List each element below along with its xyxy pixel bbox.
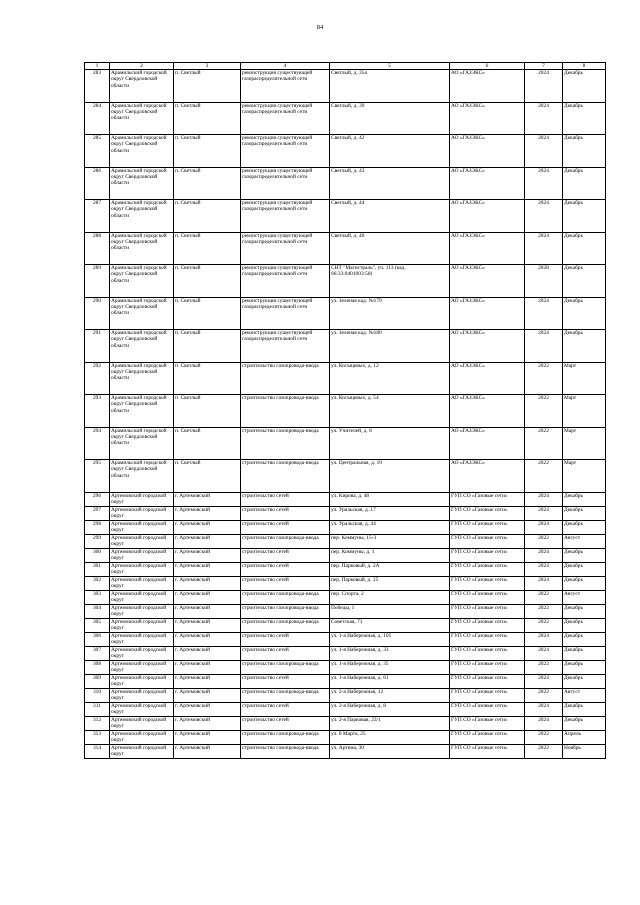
- table-row: [85, 688, 606, 702]
- row-number-cell: 285: [85, 135, 110, 168]
- row-number-cell: 300: [85, 548, 110, 562]
- work-type-cell: строительство сетей: [241, 674, 330, 688]
- municipality-cell: Артемовский городской округ: [110, 632, 174, 646]
- month-cell: Декабрь: [563, 576, 606, 590]
- year-cell: 2024: [525, 716, 563, 730]
- work-type-cell: строительство сетей: [241, 506, 330, 520]
- month-cell: Декабрь: [563, 660, 606, 674]
- organization-cell: АО «ГАЗЭКС»: [450, 330, 525, 363]
- row-number-cell: 291: [85, 330, 110, 363]
- address-cell: ул. 1-я Набережная, д. 61: [330, 674, 450, 688]
- municipality-cell: Артемовский городской округ: [110, 688, 174, 702]
- month-cell: Август: [563, 534, 606, 548]
- municipality-cell: Артемовский городской округ: [110, 492, 174, 506]
- municipality-cell: Арамильский городской округ Свердловской области: [110, 460, 174, 493]
- municipality-cell: Арамильский городской округ Свердловской области: [110, 102, 174, 135]
- organization-cell: АО «ГАЗЭКС»: [450, 297, 525, 330]
- work-type-cell: строительство сетей: [241, 716, 330, 730]
- municipality-cell: Арамильский городской округ Свердловской области: [110, 427, 174, 460]
- work-type-cell: реконструкция существующей газораспределительной сети: [241, 200, 330, 233]
- work-type-cell: строительство сетей: [241, 548, 330, 562]
- month-cell: Апрель: [563, 730, 606, 744]
- month-cell: Декабрь: [563, 702, 606, 716]
- locality-cell: г. Артемовский: [174, 730, 241, 744]
- municipality-cell: Артемовский городской округ: [110, 506, 174, 520]
- month-cell: Август: [563, 590, 606, 604]
- locality-cell: г. Артемовский: [174, 590, 241, 604]
- address-cell: ул. 2-я Набережная, 12: [330, 688, 450, 702]
- work-type-cell: строительство сетей: [241, 520, 330, 534]
- row-number-cell: 286: [85, 167, 110, 200]
- month-cell: Декабрь: [563, 520, 606, 534]
- row-number-cell: 302: [85, 576, 110, 590]
- month-cell: Декабрь: [563, 297, 606, 330]
- header-cell: 6: [450, 63, 525, 70]
- municipality-cell: Арамильский городской округ Свердловской области: [110, 167, 174, 200]
- locality-cell: п. Светлый: [174, 135, 241, 168]
- year-cell: 2024: [525, 702, 563, 716]
- table-row: [85, 70, 606, 103]
- organization-cell: ГУП СО «Газовые сети»: [450, 506, 525, 520]
- municipality-cell: Артемовский городской округ: [110, 702, 174, 716]
- address-cell: ул. Учителей, д. 8: [330, 427, 450, 460]
- address-cell: Светлый, д. 42: [330, 135, 450, 168]
- table-row: [85, 716, 606, 730]
- month-cell: Декабрь: [563, 330, 606, 363]
- organization-cell: АО «ГАЗЭКС»: [450, 70, 525, 103]
- organization-cell: ГУП СО «Газовые сети»: [450, 590, 525, 604]
- address-cell: пер. Коммуны, 15-3: [330, 534, 450, 548]
- year-cell: 2022: [525, 618, 563, 632]
- work-type-cell: строительство газопровода-ввода: [241, 744, 330, 758]
- municipality-cell: Артемовский городской округ: [110, 618, 174, 632]
- organization-cell: ГУП СО «Газовые сети»: [450, 548, 525, 562]
- header-cell: 7: [525, 63, 563, 70]
- municipality-cell: Артемовский городской округ: [110, 562, 174, 576]
- organization-cell: АО «ГАЗЭКС»: [450, 167, 525, 200]
- row-number-cell: 301: [85, 562, 110, 576]
- table-row: [85, 492, 606, 506]
- work-type-cell: строительство газопровода-ввода: [241, 660, 330, 674]
- work-type-cell: строительство сетей: [241, 702, 330, 716]
- municipality-cell: Арамильский городской округ Свердловской области: [110, 297, 174, 330]
- table-row: [85, 744, 606, 758]
- page-number: 84: [316, 24, 324, 31]
- work-type-cell: реконструкция существующей газораспределительной сети: [241, 265, 330, 298]
- month-cell: Декабрь: [563, 618, 606, 632]
- row-number-cell: 310: [85, 688, 110, 702]
- row-number-cell: 307: [85, 646, 110, 660]
- year-cell: 2022: [525, 730, 563, 744]
- row-number-cell: 309: [85, 674, 110, 688]
- table-row: [85, 395, 606, 428]
- municipality-cell: Арамильский городской округ Свердловской области: [110, 265, 174, 298]
- row-number-cell: 303: [85, 590, 110, 604]
- municipality-cell: Артемовский городской округ: [110, 646, 174, 660]
- organization-cell: ГУП СО «Газовые сети»: [450, 660, 525, 674]
- organization-cell: ГУП СО «Газовые сети»: [450, 562, 525, 576]
- address-cell: ул. 8 Марта, 25: [330, 730, 450, 744]
- locality-cell: г. Артемовский: [174, 534, 241, 548]
- organization-cell: АО «ГАЗЭКС»: [450, 460, 525, 493]
- work-type-cell: реконструкция существующей газораспределительной сети: [241, 297, 330, 330]
- table-row: [85, 520, 606, 534]
- work-type-cell: строительство сетей: [241, 576, 330, 590]
- row-number-cell: 296: [85, 492, 110, 506]
- month-cell: Декабрь: [563, 135, 606, 168]
- work-type-cell: строительство сетей: [241, 632, 330, 646]
- row-number-cell: 304: [85, 604, 110, 618]
- municipality-cell: Артемовский городской округ: [110, 604, 174, 618]
- address-cell: ул. 1-я Набережная, д. 105: [330, 632, 450, 646]
- month-cell: Декабрь: [563, 646, 606, 660]
- table-row: [85, 362, 606, 395]
- locality-cell: п. Светлый: [174, 330, 241, 363]
- address-cell: ул. 2-я Парковая, 23/1: [330, 716, 450, 730]
- row-number-cell: 293: [85, 395, 110, 428]
- address-cell: ул. Кирова, д. 48: [330, 492, 450, 506]
- year-cell: 2022: [525, 604, 563, 618]
- municipality-cell: Арамильский городской округ Свердловской области: [110, 70, 174, 103]
- month-cell: Декабрь: [563, 716, 606, 730]
- municipality-cell: Артемовский городской округ: [110, 730, 174, 744]
- table-row: [85, 427, 606, 460]
- locality-cell: п. Светлый: [174, 362, 241, 395]
- work-type-cell: строительство газопровода-ввода: [241, 590, 330, 604]
- year-cell: 2022: [525, 427, 563, 460]
- organization-cell: ГУП СО «Газовые сети»: [450, 646, 525, 660]
- address-cell: пер. Парковый, д. 25: [330, 576, 450, 590]
- month-cell: Декабрь: [563, 102, 606, 135]
- work-type-cell: строительство газопровода-ввода: [241, 618, 330, 632]
- table-row: [85, 135, 606, 168]
- month-cell: Декабрь: [563, 632, 606, 646]
- month-cell: Март: [563, 395, 606, 428]
- municipality-cell: Артемовский городской округ: [110, 534, 174, 548]
- table-row: [85, 730, 606, 744]
- year-cell: 2024: [525, 135, 563, 168]
- table-row: [85, 548, 606, 562]
- year-cell: 2024: [525, 548, 563, 562]
- locality-cell: п. Светлый: [174, 427, 241, 460]
- address-cell: пер. Парковый, д. 2А: [330, 562, 450, 576]
- row-number-cell: 314: [85, 744, 110, 758]
- row-number-cell: 284: [85, 102, 110, 135]
- row-number-cell: 305: [85, 618, 110, 632]
- table-row: [85, 330, 606, 363]
- row-number-cell: 290: [85, 297, 110, 330]
- address-cell: ул. 2-я Набережная, д. 8: [330, 702, 450, 716]
- work-type-cell: реконструкция существующей газораспределительной сети: [241, 70, 330, 103]
- year-cell: 2022: [525, 660, 563, 674]
- year-cell: 2024: [525, 330, 563, 363]
- locality-cell: г. Артемовский: [174, 520, 241, 534]
- organization-cell: ГУП СО «Газовые сети»: [450, 618, 525, 632]
- work-type-cell: строительство газопровода-ввода: [241, 395, 330, 428]
- organization-cell: ГУП СО «Газовые сети»: [450, 688, 525, 702]
- address-cell: Советская, 71: [330, 618, 450, 632]
- locality-cell: г. Артемовский: [174, 548, 241, 562]
- municipality-cell: Арамильский городской округ Свердловской области: [110, 135, 174, 168]
- address-cell: СНТ "Магистраль", уч. 113 (кад. 66:33:0401003:58): [330, 265, 450, 298]
- month-cell: Декабрь: [563, 548, 606, 562]
- locality-cell: г. Артемовский: [174, 506, 241, 520]
- locality-cell: г. Артемовский: [174, 562, 241, 576]
- row-number-cell: 306: [85, 632, 110, 646]
- work-type-cell: строительство газопровода-ввода: [241, 362, 330, 395]
- year-cell: 2024: [525, 200, 563, 233]
- municipality-cell: Арамильский городской округ Свердловской области: [110, 232, 174, 265]
- year-cell: 2024: [525, 506, 563, 520]
- locality-cell: г. Артемовский: [174, 688, 241, 702]
- row-number-cell: 295: [85, 460, 110, 493]
- work-type-cell: строительство газопровода-ввода: [241, 460, 330, 493]
- municipality-cell: Арамильский городской округ Свердловской области: [110, 330, 174, 363]
- year-cell: 2024: [525, 562, 563, 576]
- month-cell: Август: [563, 688, 606, 702]
- work-type-cell: реконструкция существующей газораспределительной сети: [241, 167, 330, 200]
- municipality-cell: Арамильский городской округ Свердловской области: [110, 395, 174, 428]
- organization-cell: ГУП СО «Газовые сети»: [450, 492, 525, 506]
- work-type-cell: строительство сетей: [241, 646, 330, 660]
- organization-cell: ГУП СО «Газовые сети»: [450, 520, 525, 534]
- address-cell: ул. 1-я Набережная, д. 33: [330, 646, 450, 660]
- month-cell: Декабрь: [563, 506, 606, 520]
- address-cell: ул. Уральская, д. 44: [330, 520, 450, 534]
- locality-cell: г. Артемовский: [174, 702, 241, 716]
- organization-cell: ГУП СО «Газовые сети»: [450, 716, 525, 730]
- organization-cell: ГУП СО «Газовые сети»: [450, 674, 525, 688]
- organization-cell: АО «ГАЗЭКС»: [450, 362, 525, 395]
- locality-cell: п. Светлый: [174, 200, 241, 233]
- row-number-cell: 287: [85, 200, 110, 233]
- organization-cell: АО «ГАЗЭКС»: [450, 102, 525, 135]
- year-cell: 2024: [525, 520, 563, 534]
- locality-cell: г. Артемовский: [174, 492, 241, 506]
- month-cell: Декабрь: [563, 167, 606, 200]
- organization-cell: ГУП СО «Газовые сети»: [450, 604, 525, 618]
- work-type-cell: строительство газопровода-ввода: [241, 688, 330, 702]
- table-row: [85, 646, 606, 660]
- table-row: [85, 604, 606, 618]
- row-number-cell: 294: [85, 427, 110, 460]
- locality-cell: п. Светлый: [174, 232, 241, 265]
- row-number-cell: 283: [85, 70, 110, 103]
- row-number-cell: 312: [85, 716, 110, 730]
- month-cell: Декабрь: [563, 674, 606, 688]
- locality-cell: г. Артемовский: [174, 674, 241, 688]
- row-number-cell: 289: [85, 265, 110, 298]
- table-row: [85, 576, 606, 590]
- organization-cell: АО «ГАЗЭКС»: [450, 427, 525, 460]
- locality-cell: г. Артемовский: [174, 744, 241, 758]
- table-row: [85, 660, 606, 674]
- organization-cell: ГУП СО «Газовые сети»: [450, 632, 525, 646]
- table-row: [85, 632, 606, 646]
- locality-cell: п. Светлый: [174, 460, 241, 493]
- year-cell: 2024: [525, 232, 563, 265]
- work-type-cell: реконструкция существующей газораспределительной сети: [241, 135, 330, 168]
- address-cell: Победы, 1: [330, 604, 450, 618]
- organization-cell: ГУП СО «Газовые сети»: [450, 702, 525, 716]
- locality-cell: г. Артемовский: [174, 716, 241, 730]
- address-cell: ул. Косыцевых, д. 12: [330, 362, 450, 395]
- year-cell: 2024: [525, 492, 563, 506]
- month-cell: Март: [563, 460, 606, 493]
- work-type-cell: строительство газопровода-ввода: [241, 730, 330, 744]
- address-cell: ул. Зеленая кад. №179: [330, 297, 450, 330]
- year-cell: 2022: [525, 744, 563, 758]
- address-cell: ул. Центральная, д. 19: [330, 460, 450, 493]
- row-number-cell: 292: [85, 362, 110, 395]
- municipality-cell: Арамильский городской округ Свердловской области: [110, 362, 174, 395]
- header-cell: 3: [174, 63, 241, 70]
- month-cell: Декабрь: [563, 562, 606, 576]
- year-cell: 2024: [525, 70, 563, 103]
- address-cell: пер. Коммуны, д. 1: [330, 548, 450, 562]
- organization-cell: АО «ГАЗЭКС»: [450, 265, 525, 298]
- address-cell: Светлый, д. 39: [330, 102, 450, 135]
- work-type-cell: строительство газопровода-ввода: [241, 534, 330, 548]
- table-row: [85, 200, 606, 233]
- table-row: [85, 167, 606, 200]
- row-number-cell: 299: [85, 534, 110, 548]
- year-cell: 2022: [525, 688, 563, 702]
- organization-cell: ГУП СО «Газовые сети»: [450, 744, 525, 758]
- row-number-cell: 297: [85, 506, 110, 520]
- row-number-cell: 313: [85, 730, 110, 744]
- year-cell: 2024: [525, 632, 563, 646]
- header-cell: 8: [563, 63, 606, 70]
- municipality-cell: Артемовский городской округ: [110, 548, 174, 562]
- municipality-cell: Артемовский городской округ: [110, 576, 174, 590]
- row-number-cell: 311: [85, 702, 110, 716]
- locality-cell: п. Светлый: [174, 70, 241, 103]
- table-row: [85, 460, 606, 493]
- address-cell: ул. Косыцевых, д. 54: [330, 395, 450, 428]
- table-row: [85, 297, 606, 330]
- table-row: [85, 506, 606, 520]
- year-cell: 2022: [525, 534, 563, 548]
- month-cell: Декабрь: [563, 604, 606, 618]
- organization-cell: ГУП СО «Газовые сети»: [450, 730, 525, 744]
- address-cell: Светлый, д. 44: [330, 200, 450, 233]
- municipality-cell: Артемовский городской округ: [110, 520, 174, 534]
- header-cell: 2: [110, 63, 174, 70]
- year-cell: 2022: [525, 362, 563, 395]
- address-cell: пер. Спорта, 2: [330, 590, 450, 604]
- organization-cell: АО «ГАЗЭКС»: [450, 135, 525, 168]
- year-cell: 2024: [525, 102, 563, 135]
- month-cell: Декабрь: [563, 200, 606, 233]
- locality-cell: г. Артемовский: [174, 576, 241, 590]
- table-row: [85, 702, 606, 716]
- organization-cell: ГУП СО «Газовые сети»: [450, 534, 525, 548]
- work-type-cell: реконструкция существующей газораспределительной сети: [241, 232, 330, 265]
- year-cell: 2024: [525, 297, 563, 330]
- row-number-cell: 308: [85, 660, 110, 674]
- locality-cell: п. Светлый: [174, 395, 241, 428]
- organization-cell: ГУП СО «Газовые сети»: [450, 576, 525, 590]
- header-cell: 4: [241, 63, 330, 70]
- table-row: [85, 265, 606, 298]
- locality-cell: п. Светлый: [174, 265, 241, 298]
- year-cell: 2024: [525, 167, 563, 200]
- row-number-cell: 288: [85, 232, 110, 265]
- locality-cell: п. Светлый: [174, 167, 241, 200]
- header-cell: 5: [330, 63, 450, 70]
- municipality-cell: Артемовский городской округ: [110, 716, 174, 730]
- locality-cell: г. Артемовский: [174, 618, 241, 632]
- month-cell: Декабрь: [563, 232, 606, 265]
- year-cell: 2022: [525, 395, 563, 428]
- address-cell: Светлый, д. 43: [330, 167, 450, 200]
- municipality-cell: Артемовский городской округ: [110, 590, 174, 604]
- address-cell: Светлый, д. 46: [330, 232, 450, 265]
- month-cell: Ноябрь: [563, 744, 606, 758]
- month-cell: Март: [563, 427, 606, 460]
- table-row: [85, 102, 606, 135]
- work-type-cell: реконструкция существующей газораспределительной сети: [241, 102, 330, 135]
- municipality-cell: Артемовский городской округ: [110, 744, 174, 758]
- work-type-cell: строительство газопровода-ввода: [241, 604, 330, 618]
- locality-cell: п. Светлый: [174, 297, 241, 330]
- table-row: [85, 562, 606, 576]
- municipality-cell: Артемовский городской округ: [110, 674, 174, 688]
- work-type-cell: реконструкция существующей газораспределительной сети: [241, 330, 330, 363]
- address-cell: ул. Уральская, д. 17: [330, 506, 450, 520]
- row-number-cell: 298: [85, 520, 110, 534]
- month-cell: Март: [563, 362, 606, 395]
- work-type-cell: строительство газопровода-ввода: [241, 427, 330, 460]
- municipality-cell: Артемовский городской округ: [110, 660, 174, 674]
- address-cell: ул. 1-я Набережная, д. 35: [330, 660, 450, 674]
- organization-cell: АО «ГАЗЭКС»: [450, 232, 525, 265]
- work-type-cell: строительство сетей: [241, 492, 330, 506]
- year-cell: 2022: [525, 460, 563, 493]
- locality-cell: г. Артемовский: [174, 660, 241, 674]
- address-cell: Светлый, д. 35а: [330, 70, 450, 103]
- municipality-cell: Арамильский городской округ Свердловской области: [110, 200, 174, 233]
- registry-table: [84, 62, 606, 759]
- month-cell: Декабрь: [563, 70, 606, 103]
- organization-cell: АО «ГАЗЭКС»: [450, 200, 525, 233]
- year-cell: 2028: [525, 265, 563, 298]
- month-cell: Декабрь: [563, 265, 606, 298]
- year-cell: 2024: [525, 576, 563, 590]
- month-cell: Декабрь: [563, 492, 606, 506]
- locality-cell: п. Светлый: [174, 102, 241, 135]
- table-row: [85, 618, 606, 632]
- year-cell: 2024: [525, 674, 563, 688]
- year-cell: 2022: [525, 590, 563, 604]
- table-row: [85, 232, 606, 265]
- header-cell: 1: [85, 63, 110, 70]
- column-number-header: [85, 63, 606, 70]
- locality-cell: г. Артемовский: [174, 604, 241, 618]
- organization-cell: АО «ГАЗЭКС»: [450, 395, 525, 428]
- year-cell: 2024: [525, 646, 563, 660]
- table-row: [85, 590, 606, 604]
- locality-cell: г. Артемовский: [174, 632, 241, 646]
- table-row: [85, 674, 606, 688]
- locality-cell: г. Артемовский: [174, 646, 241, 660]
- work-type-cell: строительство сетей: [241, 562, 330, 576]
- address-cell: ул. Артема, 30: [330, 744, 450, 758]
- table-row: [85, 534, 606, 548]
- address-cell: ул. Зеленая кад. №180: [330, 330, 450, 363]
